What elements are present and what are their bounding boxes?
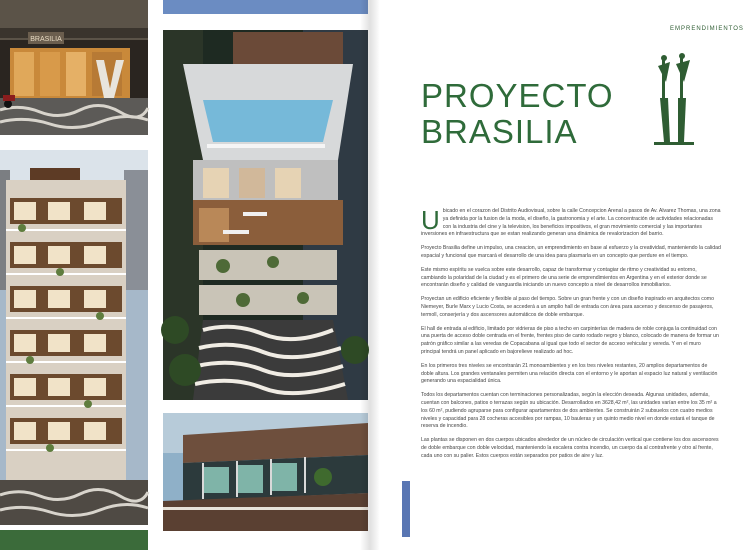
paragraph-7: Todos los departamentos cuentan con terminaciones personalizadas, según la elección deseada. Algunas unidades, además, cuentan con balcones, patios o terrazas según su ubicación. Desarrollados en 3628,42 m², las unidades varían entre los 35 m² a los 60 m², pudiendo agruparse para configurar apartamentos de dos ambientes. Se construirán 2 subsuelos con cuatro medios niveles y capacidad para 28 cocheras accesibles por rampas, 10 bauleras y un quinto medio nivel en donde estará el tanque de reserva de incendio. — [421, 392, 717, 430]
blue-accent-bar — [163, 0, 368, 14]
title-line-2: BRASILIA — [421, 113, 578, 150]
section-label: EMPRENDIMIENTOS — [670, 26, 744, 32]
title-line-1: PROYECTO — [421, 77, 614, 114]
photo-aerial-perspective — [163, 30, 368, 400]
left-page — [0, 0, 370, 550]
paragraph-2: Proyecto Brasilia define un impulso, una creacion, un emprendimiento en base al esfuerzo y la creatividad, manteniendo la calidad espacial y funcional que marcará el desarrollo de una idea para plasmarla en un concepto que perdure en el tiempo. — [421, 245, 721, 259]
photo-facade-full — [0, 150, 148, 525]
paragraph-1: Ubicado en el corazon del Distrito Audiovisual, sobre la calle Concepcion Arenal a pasos de Av. Alvarez Thomas, una zona ya definida por la fusion de la moda, el diseño, la gastronomia y el arte. La concentración de actividades relacionadas con la industria del cine y la television, los beneficios impositivos, el gran movimiento comercial y las importantes inversiones en infraestructura que se estan realizando generan una dinámica de revalorizacion del barrio. — [421, 205, 721, 238]
blue-margin-marker — [402, 481, 410, 537]
page-title — [421, 78, 614, 150]
paragraph-3: Este mismo espíritu se vuelca sobre este desarrollo, capaz de transformar y contagiar de ritmo y creatividad su entorno, cambiando la polaridad de la ciudad y es el primero de una serie de emprendimientos en Argentina y en el exterior donde se encontrarán diseño y calidad de vanguardia iniciando un nuevo concepto a nivel de desarrollos inmobiliarios. — [421, 266, 707, 289]
green-accent-bar — [0, 530, 148, 550]
paragraph-6: En los primeros tres niveles se encontrarán 21 monoambientes y en los tres niveles restantes, 20 amplios departamentos de doble altura. Los grandes ventanales permiten una relación directa con el entorno y le aportan al espacio luz natural y ventilación generando una espacialidad única. — [421, 362, 718, 385]
paragraph-8: Las plantas se disponen en dos cuerpos ubicados alrededor de un núcleo de circulación vertical que contiene los dos ascensores de doble embarque con doble velocidad, manteniendo la escalera contra incendio, un cuerpo da al contrafrente y otro al frente, cada uno con su palier. Estos cuerpos están separados por patios de aire y luz. — [421, 437, 719, 459]
article-body — [421, 205, 721, 467]
photo-building-entrance — [0, 0, 148, 135]
photo-rooftop-terrace — [163, 413, 368, 531]
dropcap: U — [421, 205, 440, 235]
spine-shadow — [360, 0, 380, 550]
paragraph-5: El hall de entrada al edificio, limitado por vidrieras de piso a techo en carpinterías de madera de roble conjuga la continuidad con una puerta de acceso doble centrada en el frente, frentes piso de canto rodado negro y blanco, colocado de manera de formar un patrón gráfico similar a las veredas de Copacabana al igual que todo el sector de acceso vehicular y vereda. Y en el muro principal tendrá un panel aplicado en bajorelieve realizado ad hoc. — [421, 325, 719, 355]
guerreros-sculpture-logo — [650, 52, 698, 152]
brasilia-sign: BRASILIA — [30, 36, 62, 43]
paragraph-4: Proyectan un edificio eficiente y flexible al paso del tiempo. Sobre un gran frente y con un diseño inspirado en arquitectos como Niemeyer, Burle Marx y Lucio Costa, se accederá a un amplio hall de entrada con área para ascenso y descenso de pasajeros, termoll, conserjería y dos ascensores automáticos de doble embarque. — [421, 296, 714, 318]
